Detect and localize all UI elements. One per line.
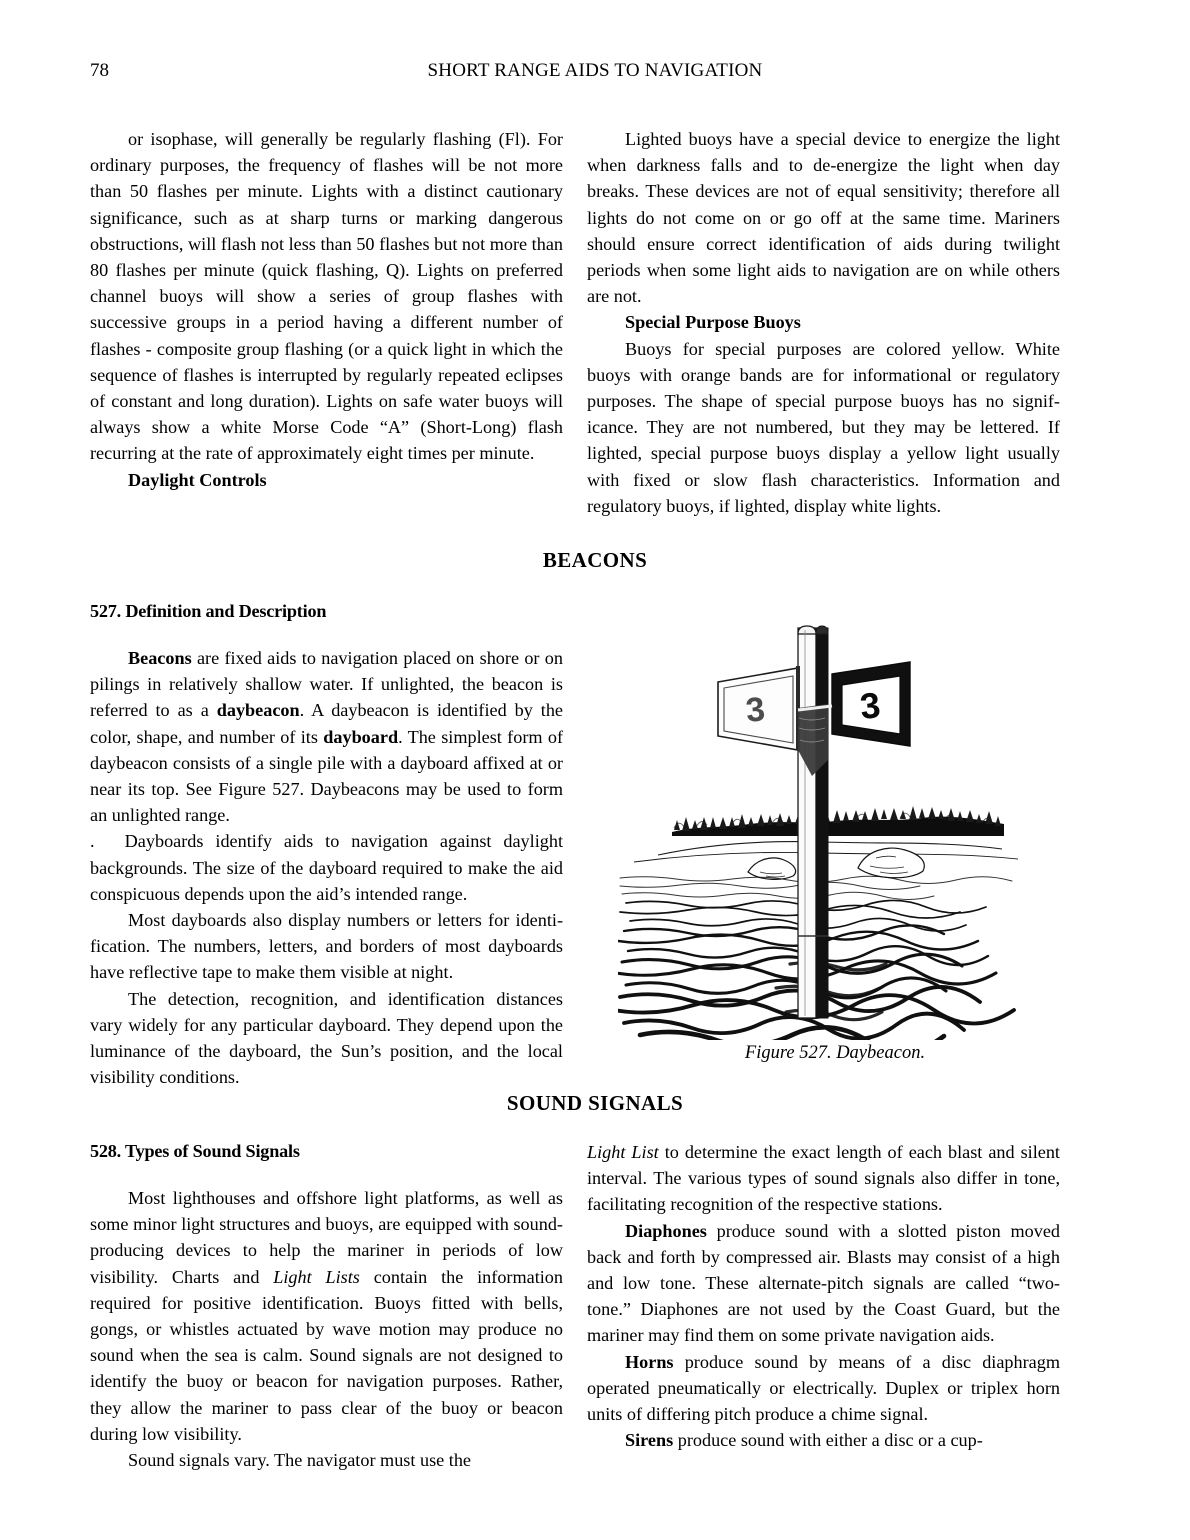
dayboard-right-number: 3 [858, 684, 883, 727]
column-right-528 [587, 1139, 1060, 1453]
paragraph-sound-producing-devices [90, 1185, 563, 1447]
column-left-527 [90, 645, 563, 1090]
term-horns: Horns [625, 1351, 674, 1372]
text-run: produce sound with a slotted piston moved back and forth by compressed air. Blasts may consist of a high and low tone. These alternate-pitch signals are called “two-tone.” Diaphones are not used by the Coast Guard, but the mariner may find them on some private navigation aids. [587, 1220, 1060, 1346]
title-light-lists: Light Lists [273, 1266, 360, 1287]
beacon-pile [798, 626, 828, 1018]
dayboard-right [832, 662, 910, 746]
figure-caption: Figure 527. Daybeacon. [744, 1043, 926, 1063]
term-beacons: Beacons [128, 648, 192, 668]
text-run: produce sound by means of a disc diaphragm operated pneumatically or electrically. Duplex or triplex horn units of differing pitch produce a chime signal. [587, 1351, 1060, 1425]
term-sirens: Sirens [625, 1430, 674, 1451]
heading-528: 528. Types of Sound Signals [90, 1141, 300, 1161]
text-run: to determine the exact length of each blast and silent interval. The various types of sound signals also differ in tone, facilitating recognition of the respective stations. [587, 1142, 1060, 1215]
paragraph-sound-signals-vary: Sound signals vary. The navigator must use the [128, 1450, 471, 1471]
running-head [90, 58, 1100, 84]
text-run: Most lighthouses and offshore light platforms, as well as some minor light structures and buoys, are equipped with sound-producing devices to help the mariner in periods of low visibility. Charts and [90, 1188, 563, 1287]
paragraph-beacons-definition [90, 645, 563, 828]
page-header-title: SHORT RANGE AIDS TO NAVIGATION [427, 60, 763, 81]
paragraph-flash-characteristics: or isophase, will generally be regularly flashing (Fl). For ordinary purposes, the frequency of flashes will be not more than 50 flashes per minute. Lights with a distinct cautionary significance, such as at sharp turns or marking dangerous obstructions, will flash not less than 50 flashes but not more than 80 flashes per minute (quick flashing, Q). Lights on preferred channel buoys will show a series of group flashes with successive groups in a period having a different number of flashes - composite group flashing (or a quick light in which the sequence of flashes is interrupted by regularly repeated eclipses of constant and long duration). Lights on safe water buoys will always show a white Morse Code “A” (Short-Long) flash recurring at the rate of approximately eight times per minute. [90, 129, 563, 464]
term-dayboard: dayboard [323, 726, 399, 747]
title-light-list: Light List [587, 1142, 659, 1162]
text-run: produce sound with either a disc or a cup- [673, 1430, 983, 1451]
paragraph-lighted-buoys: Lighted buoys have a special device to energize the light when darkness falls and to de-energize the light when day breaks. These devices are not of equal sensitivity; therefore all lights do not come on or go off at the same time. Mariners should ensure correct identification of aids during twilight periods when some light aids to navigation are on while others are not. [587, 129, 1060, 307]
text-run: . The simplest form of daybeacon consists of a single pile with a dayboard affixed at or near its top. See Figure 527. Daybeacons may be used to form an unlighted range. [90, 726, 563, 826]
subhead-daylight-controls: Daylight Controls [128, 469, 267, 490]
subhead-special-purpose-buoys: Special Purpose Buoys [625, 312, 801, 333]
column-right-top [587, 126, 1060, 519]
dayboard-left [718, 668, 798, 750]
dayboard-left-number: 3 [743, 690, 767, 730]
paragraph-diaphones [587, 1218, 1060, 1349]
paragraph-dayboard-numbers: Most dayboards also display numbers or letters for identi-fication. The numbers, letters, and borders of most dayboards have reflective tape to make them visible at night. [90, 910, 563, 983]
column-left-top [90, 126, 563, 493]
paragraph-light-list-blast [587, 1139, 1060, 1218]
paragraph-detection-distances: The detection, recognition, and identification distances vary widely for any particular dayboard. They depend upon the luminance of the dayboard, the Sun’s position, and the local visibility conditions. [90, 988, 563, 1088]
paragraph-sirens [587, 1427, 1060, 1453]
heading-527: 527. Definition and Description [90, 601, 327, 621]
text-run: are fixed aids to navigation placed on shore or on pilings in relatively shallow water. If unlighted, the beacon is referred to as a [90, 648, 563, 721]
page-number: 78 [90, 60, 109, 81]
figure-527 [600, 600, 1070, 1070]
heading-sound-signals: SOUND SIGNALS [506, 1091, 684, 1115]
heading-beacons: BEACONS [542, 548, 648, 572]
text-run: . A daybeacon is identified by the color, shape, and number of its [90, 700, 563, 747]
daybeacon-illustration [600, 600, 1070, 1050]
text-run: contain the information required for positive identification. Buoys fitted with bells, gongs, or whistles actuated by wave motion may produce no sound when the sea is calm. Sound signals are not designed to identify the buoy or beacon for navigation purposes. Rather, they allow the mariner to pass clear of the buoy or beacon during low visibility. [90, 1266, 563, 1444]
paragraph-horns [587, 1349, 1060, 1428]
term-daybeacon: daybeacon [216, 700, 300, 721]
paragraph-special-purpose-buoys: Buoys for special purposes are colored yellow. White buoys with orange bands are for informational or regulatory purposes. The shape of special purpose buoys has no signif-icance. They are not numbered, but they may be lettered. If lighted, special purpose buoys display a yellow light usually with fixed or slow flash characteristics. Information and regulatory buoys, if lighted, display white lights. [587, 338, 1060, 516]
paragraph-dayboards-identify: . Dayboards identify aids to navigation against daylight backgrounds. The size of the dayboard required to make the aid conspicuous depends upon the aid’s intended range. [90, 831, 563, 904]
term-diaphones: Diaphones [625, 1220, 707, 1241]
column-left-528 [90, 1185, 563, 1473]
